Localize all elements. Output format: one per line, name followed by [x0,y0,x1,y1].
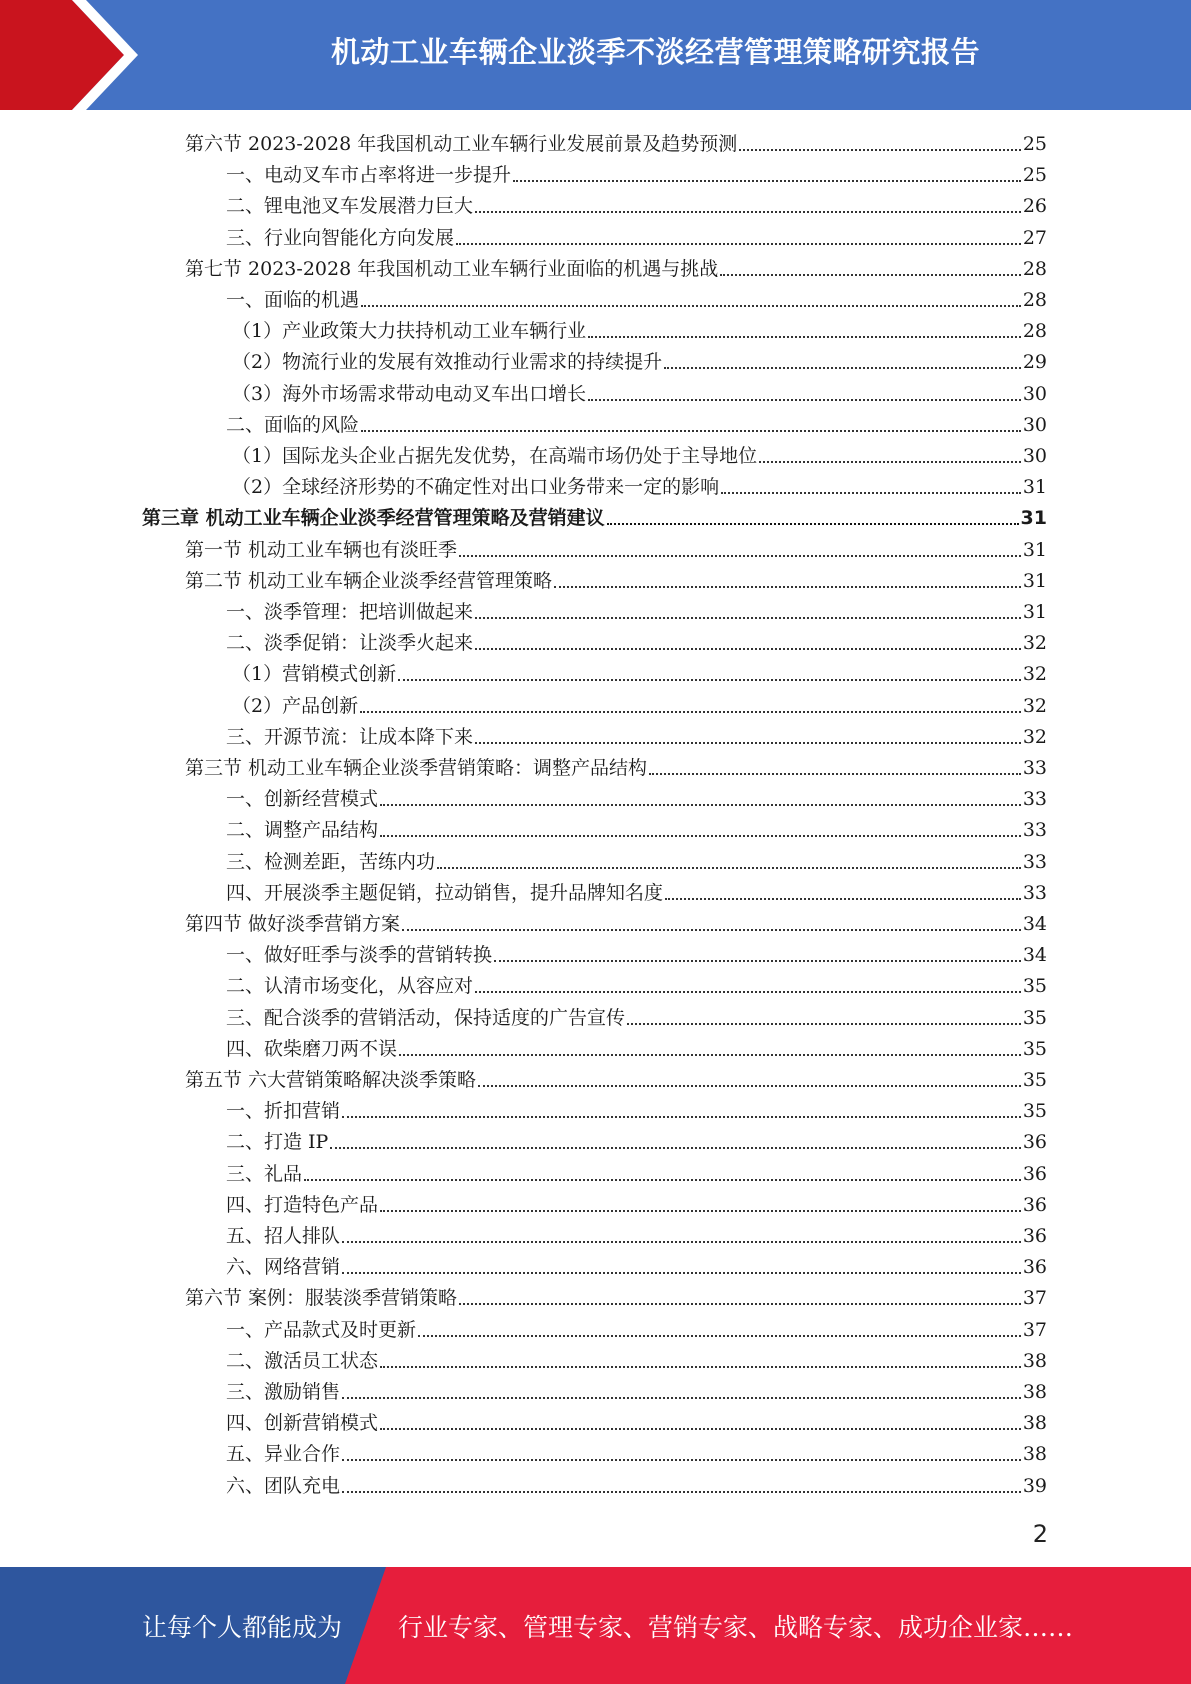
toc-entry-title: （2）产品创新 [232,694,359,717]
toc-dot-leader [342,1272,1021,1274]
toc-page-number: 33 [1022,819,1047,842]
toc-entry-title: 一、折扣营销 [226,1100,341,1123]
toc-page-number: 35 [1022,1069,1047,1091]
toc-row[interactable] [0,970,1191,1001]
toc-entry-title: 第六节 2023-2028 年我国机动工业车辆行业发展前景及趋势预测 [185,133,738,155]
toc-row[interactable] [0,908,1191,939]
toc-dot-leader [360,711,1021,713]
toc-page-number: 35 [1022,975,1047,998]
page-footer [0,1567,1191,1684]
toc-entry-title: 四、开展淡季主题促销，拉动销售，提升品牌知名度 [226,881,664,904]
toc-page-number: 30 [1022,445,1047,467]
toc-page-number: 33 [1022,881,1047,904]
toc-dot-leader [437,867,1021,869]
toc-entry-title: 五、招人排队 [226,1225,341,1247]
toc-entry-title: （3）海外市场需求带动电动叉车出口增长 [232,382,587,405]
toc-dot-leader [554,586,1021,588]
toc-row[interactable] [0,471,1191,502]
toc-row[interactable] [0,222,1191,253]
toc-dot-leader [478,1085,1021,1087]
toc-row[interactable] [0,1095,1191,1126]
toc-page-number: 34 [1022,913,1047,935]
toc-page-number: 34 [1022,944,1047,967]
toc-page-number: 37 [1022,1287,1047,1310]
toc-dot-leader [588,399,1021,401]
toc-dot-leader [720,274,1021,276]
toc-dot-leader [721,492,1021,494]
toc-dot-leader [607,523,1019,525]
toc-entry-title: （1）产业政策大力扶持机动工业车辆行业 [232,320,587,343]
toc-page-number: 31 [1022,476,1047,499]
toc-page-number: 28 [1022,257,1047,280]
toc-dot-leader [342,1241,1021,1243]
toc-page-number: 31 [1022,538,1047,561]
toc-page-number: 38 [1022,1443,1047,1466]
toc-entry-title: 五、异业合作 [226,1443,341,1466]
toc-entry-title: 二、激活员工状态 [226,1349,379,1372]
toc-row[interactable] [0,752,1191,783]
toc-page-number: 36 [1022,1193,1047,1216]
toc-dot-leader [398,679,1021,681]
toc-entry-title: 三、礼品 [226,1162,303,1185]
toc-entry-title: 一、淡季管理：把培训做起来 [226,601,474,623]
toc-entry-title: 一、做好旺季与淡季的营销转换 [226,944,493,967]
toc-entry-title: 二、打造 IP [226,1131,329,1154]
toc-dot-leader [330,1147,1020,1149]
toc-dot-leader [475,617,1021,619]
toc-entry-title: 第六节 案例：服装淡季营销策略 [185,1287,458,1310]
toc-page-number: 25 [1022,164,1047,187]
toc-entry-title: （2）物流行业的发展有效推动行业需求的持续提升 [232,351,663,374]
toc-entry-title: 三、激励销售 [226,1381,341,1403]
toc-row[interactable] [0,939,1191,970]
toc-dot-leader [459,1303,1021,1305]
toc-row[interactable] [0,1220,1191,1251]
toc-dot-leader [664,367,1021,369]
toc-entry-title: 二、面临的风险 [226,413,360,436]
toc-page-number: 36 [1022,1131,1047,1154]
toc-dot-leader [399,1054,1021,1056]
toc-dot-leader [475,211,1021,213]
toc-row[interactable] [0,1376,1191,1407]
toc-dot-leader [380,835,1021,837]
toc-page-number: 38 [1022,1381,1047,1403]
toc-entry-title: 第三章 机动工业车辆企业淡季经营管理策略及营销建议 [142,507,605,530]
header-arrow-decoration [0,0,160,110]
toc-chapter-row[interactable] [0,502,1191,533]
page-header [0,0,1191,110]
toc-page-number: 30 [1022,413,1047,436]
toc-row[interactable] [0,721,1191,752]
toc-dot-leader [304,1179,1021,1181]
toc-entry-title: 二、调整产品结构 [226,819,379,842]
toc-row[interactable] [0,1002,1191,1033]
toc-row[interactable] [0,284,1191,315]
toc-entry-title: 四、打造特色产品 [226,1193,379,1216]
toc-row[interactable] [0,846,1191,877]
toc-dot-leader [759,461,1021,463]
toc-dot-leader [380,1366,1021,1368]
toc-row[interactable] [0,1314,1191,1345]
toc-page-number: 32 [1022,725,1047,748]
toc-page-number: 31 [1022,569,1047,592]
report-title: 机动工业车辆企业淡季不淡经营管理策略研究报告 [330,34,980,69]
toc-page-number: 27 [1022,226,1047,249]
toc-page-number: 30 [1022,382,1047,405]
toc-entry-title: 四、砍柴磨刀两不误 [226,1037,398,1060]
toc-page-number: 28 [1022,320,1047,343]
toc-dot-leader [588,336,1021,338]
toc-row[interactable] [0,1158,1191,1189]
toc-dot-leader [475,991,1021,993]
toc-row[interactable] [0,658,1191,689]
toc-dot-leader [418,1335,1021,1337]
toc-row[interactable] [0,1282,1191,1313]
toc-dot-leader [459,555,1021,557]
toc-entry-title: 六、网络营销 [226,1256,341,1279]
toc-page-number: 37 [1022,1318,1047,1341]
toc-row[interactable] [0,877,1191,908]
toc-dot-leader [649,773,1021,775]
toc-row[interactable] [0,440,1191,471]
toc-row[interactable] [0,253,1191,284]
toc-row[interactable] [0,690,1191,721]
toc-page-number: 29 [1022,351,1047,374]
toc-dot-leader [456,243,1021,245]
toc-row[interactable] [0,378,1191,409]
toc-row[interactable] [0,128,1191,159]
toc-entry-title: （1）国际龙头企业占据先发优势，在高端市场仍处于主导地位 [232,445,758,467]
toc-page-number: 38 [1022,1349,1047,1372]
toc-dot-leader [380,1428,1021,1430]
toc-row[interactable] [0,315,1191,346]
toc-row[interactable] [0,190,1191,221]
toc-entry-title: 第四节 做好淡季营销方案 [185,913,401,935]
toc-row[interactable] [0,1438,1191,1469]
toc-entry-title: 三、开源节流：让成本降下来 [226,725,474,748]
toc-row[interactable] [0,534,1191,565]
toc-page-number: 35 [1022,1006,1047,1029]
toc-entry-title: 六、团队充电 [226,1474,341,1497]
toc-page-number: 36 [1022,1225,1047,1247]
toc-entry-title: 第一节 机动工业车辆也有淡旺季 [185,538,458,561]
toc-dot-leader [342,1116,1021,1118]
toc-page-number: 35 [1022,1037,1047,1060]
toc-dot-leader [342,1459,1021,1461]
toc-row[interactable] [0,1407,1191,1438]
toc-dot-leader [361,305,1021,307]
toc-row[interactable] [0,596,1191,627]
toc-entry-title: 三、行业向智能化方向发展 [226,226,455,249]
toc-page-number: 36 [1022,1256,1047,1279]
toc-dot-leader [513,180,1021,182]
toc-entry-title: 第七节 2023-2028 年我国机动工业车辆行业面临的机遇与挑战 [185,257,719,280]
toc-dot-leader [475,648,1021,650]
toc-page-number: 33 [1022,850,1047,873]
toc-row[interactable] [0,627,1191,658]
page-number: 2 [1032,1520,1048,1548]
toc-dot-leader [380,804,1021,806]
toc-page-number: 31 [1022,601,1047,623]
toc-entry-title: 第五节 六大营销策略解决淡季策略 [185,1069,477,1091]
toc-dot-leader [739,149,1021,151]
toc-row[interactable] [0,1251,1191,1282]
toc-entry-title: 第三节 机动工业车辆企业淡季营销策略：调整产品结构 [185,757,648,779]
toc-entry-title: 一、面临的机遇 [226,289,360,311]
toc-entry-title: 一、创新经营模式 [226,788,379,811]
toc-page-number: 39 [1022,1474,1047,1497]
toc-row[interactable] [0,159,1191,190]
toc-page-number: 35 [1022,1100,1047,1123]
toc-page-number: 32 [1022,663,1047,686]
footer-slogan-lead: 让每个人都能成为 [142,1612,343,1642]
toc-entry-title: 三、配合淡季的营销活动，保持适度的广告宣传 [226,1006,626,1029]
toc-row[interactable] [0,565,1191,596]
toc-entry-title: 四、创新营销模式 [226,1412,379,1435]
toc-dot-leader [627,1023,1021,1025]
toc-entry-title: 一、产品款式及时更新 [226,1318,417,1341]
toc-dot-leader [475,742,1021,744]
toc-row[interactable] [0,1189,1191,1220]
toc-page-number: 26 [1022,195,1047,218]
toc-entry-title: 二、淡季促销：让淡季火起来 [226,632,474,655]
toc-page-number: 31 [1020,507,1047,530]
toc-dot-leader [342,1397,1021,1399]
toc-row[interactable] [0,1033,1191,1064]
toc-page-number: 36 [1022,1162,1047,1185]
toc-page-number: 33 [1022,788,1047,811]
toc-page-number: 25 [1022,133,1047,155]
toc-page-number: 38 [1022,1412,1047,1435]
toc-dot-leader [402,929,1021,931]
toc-row[interactable] [0,1064,1191,1095]
toc-row[interactable] [0,1470,1191,1501]
toc-entry-title: 二、认清市场变化，从容应对 [226,975,474,998]
toc-entry-title: 一、电动叉车市占率将进一步提升 [226,164,512,187]
toc-page-number: 33 [1022,757,1047,779]
toc-row[interactable] [0,1126,1191,1157]
toc-row[interactable] [0,409,1191,440]
toc-dot-leader [361,430,1021,432]
toc-row[interactable] [0,1345,1191,1376]
toc-entry-title: 二、锂电池叉车发展潜力巨大 [226,195,474,218]
toc-page-number: 28 [1022,289,1047,311]
toc-page-number: 32 [1022,694,1047,717]
toc-page-number: 32 [1022,632,1047,655]
toc-entry-title: 第二节 机动工业车辆企业淡季经营管理策略 [185,569,553,592]
toc-dot-leader [665,898,1021,900]
toc-dot-leader [494,960,1021,962]
toc-dot-leader [342,1491,1021,1493]
toc-dot-leader [380,1210,1021,1212]
footer-slogan-roles: 行业专家、管理专家、营销专家、战略专家、成功企业家…… [398,1612,1074,1642]
toc-row[interactable] [0,783,1191,814]
toc-entry-title: 三、检测差距，苦练内功 [226,850,436,873]
toc-entry-title: （1）营销模式创新 [232,663,397,686]
toc-row[interactable] [0,346,1191,377]
toc-entry-title: （2）全球经济形势的不确定性对出口业务带来一定的影响 [232,476,720,499]
toc-row[interactable] [0,814,1191,845]
